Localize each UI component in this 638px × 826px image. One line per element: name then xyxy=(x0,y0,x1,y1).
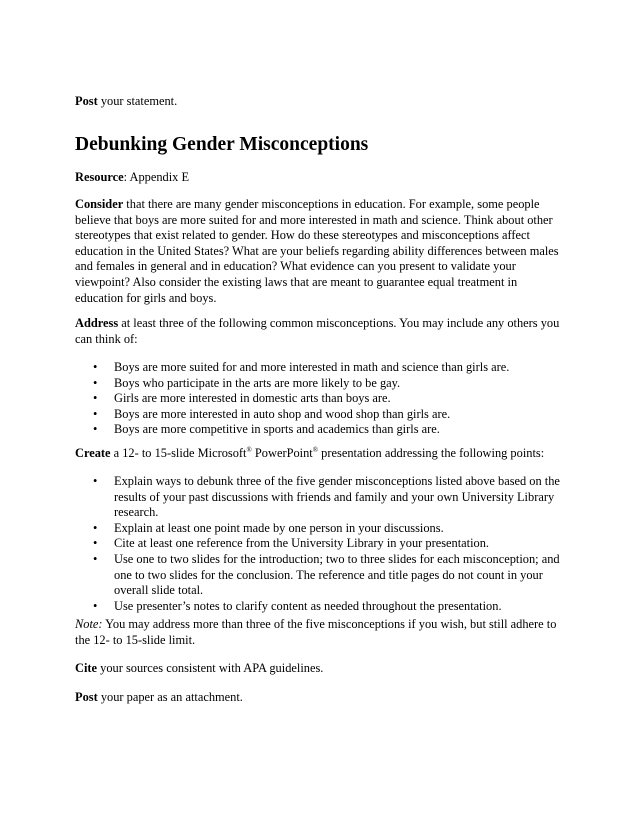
note-text: You may address more than three of the five misconceptions if you wish, but still adhere to the 12- to 15-slide limit. xyxy=(75,617,557,647)
post-statement-text: your statement. xyxy=(97,94,178,108)
note-label: Note: xyxy=(75,617,103,631)
list-item xyxy=(75,422,566,438)
bullet-icon: • xyxy=(93,520,98,535)
list-item-text: Explain ways to debunk three of the five gender misconceptions listed above based on the results of your past discussions with friends and family and your own University Library research. xyxy=(114,474,560,520)
list-item-text: Boys are more interested in auto shop and wood shop than girls are. xyxy=(114,406,451,421)
bullet-icon: • xyxy=(93,422,98,437)
list-item xyxy=(75,360,566,376)
list-item-text: Boys are more suited for and more interested in math and science than girls are. xyxy=(114,360,510,374)
list-item-text: Use one to two slides for the introduction; two to three slides for each misconception; and one to two slides for the conclusion. The reference and title pages do not count in your overall slide total. xyxy=(114,551,560,598)
points-list xyxy=(75,474,566,614)
consider-verb: Consider xyxy=(75,197,124,211)
address-paragraph xyxy=(75,316,566,347)
post-paper-text: your paper as an attachment. xyxy=(97,690,243,704)
list-item-text: Use presenter’s notes to clarify content as needed throughout the presentation. xyxy=(114,598,502,613)
list-item-text: Explain at least one point made by one person in your discussions. xyxy=(114,520,444,535)
note-paragraph xyxy=(75,617,566,648)
create-text-1: a 12- to 15-slide Microsoft xyxy=(110,446,247,460)
address-text: at least three of the following common misconceptions. You may include any others you can think of: xyxy=(75,316,560,346)
consider-text: that there are many gender misconceptions in education. For example, some people believe that boys are more suited for and more interested in math and science. Think about other stereotypes that exist related to gender. How do these stereotypes and misconceptions affect education in the United States? What are your beliefs regarding ability differences between males and females in general and in education? What evidence can you present to validate your viewpoint? Also consider the existing laws that are meant to guarantee equal treatment in education for girls and boys. xyxy=(75,197,559,305)
bullet-icon: • xyxy=(93,598,98,613)
list-item-text: Cite at least one reference from the University Library in your presentation. xyxy=(114,536,490,551)
list-item xyxy=(75,407,566,423)
address-verb: Address xyxy=(75,316,119,330)
create-text-2: PowerPoint xyxy=(251,446,313,460)
resource-line xyxy=(75,170,566,186)
create-paragraph xyxy=(75,446,566,462)
cite-verb: Cite xyxy=(75,661,98,675)
post-paper-instruction xyxy=(75,690,566,706)
post-verb: Post xyxy=(75,690,98,704)
consider-paragraph xyxy=(75,197,566,306)
bullet-icon: • xyxy=(93,536,98,551)
list-item xyxy=(75,391,566,407)
list-item xyxy=(75,521,566,537)
registered-mark: ® xyxy=(246,445,252,454)
create-text-3: presentation addressing the following points: xyxy=(318,446,545,460)
cite-text: your sources consistent with APA guidelines. xyxy=(97,661,324,675)
create-verb: Create xyxy=(75,446,111,460)
bullet-icon: • xyxy=(93,391,98,406)
post-verb: Post xyxy=(75,94,98,108)
misconceptions-list xyxy=(75,360,566,438)
bullet-icon: • xyxy=(93,474,98,488)
bullet-icon: • xyxy=(93,406,98,421)
list-item-text: Boys are more competitive in sports and academics than girls are. xyxy=(114,422,440,437)
registered-mark: ® xyxy=(312,445,319,454)
list-item xyxy=(75,599,566,615)
resource-label: Resource xyxy=(75,170,124,184)
section-heading: Debunking Gender Misconceptions xyxy=(75,134,369,155)
bullet-icon: • xyxy=(93,551,98,566)
list-item xyxy=(75,376,566,392)
bullet-icon: • xyxy=(93,375,98,390)
list-item-text: Girls are more interested in domestic arts than boys are. xyxy=(114,391,391,406)
list-item-text: Boys who participate in the arts are more likely to be gay. xyxy=(114,375,401,390)
resource-text: : Appendix E xyxy=(123,170,190,184)
list-item xyxy=(75,552,566,599)
cite-instruction xyxy=(75,661,566,677)
list-item xyxy=(75,474,566,521)
list-item xyxy=(75,536,566,552)
post-statement-instruction xyxy=(75,94,177,110)
bullet-icon: • xyxy=(93,360,98,374)
